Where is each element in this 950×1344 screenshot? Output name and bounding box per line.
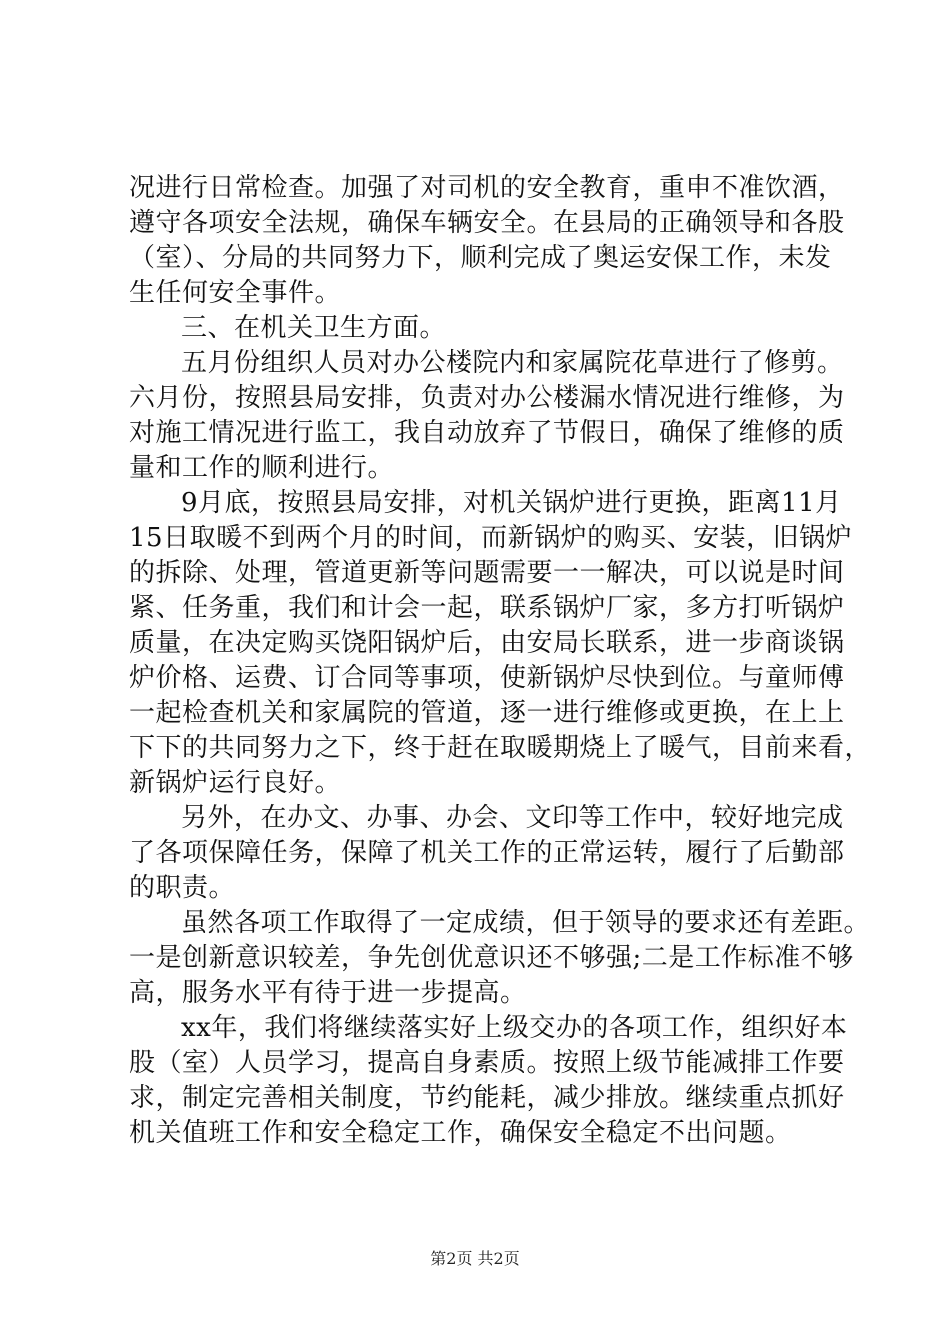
text-line: 六月份，按照县局安排，负责对办公楼漏水情况进行维修，为	[129, 383, 845, 413]
text-line: 高，服务水平有待于进一步提高。	[129, 978, 527, 1008]
text-line: 求，制定完善相关制度，节约能耗，减少排放。继续重点抓好	[129, 1083, 845, 1113]
text-line: 一是创新意识较差，争先创优意识还不够强;二是工作标准不够	[129, 943, 854, 973]
text-line: 15日取暖不到两个月的时间，而新锅炉的购买、安装，旧锅炉	[129, 523, 853, 553]
text-line: 虽然各项工作取得了一定成绩，但于领导的要求还有差距。	[181, 908, 871, 938]
text-line: 9月底，按照县局安排，对机关锅炉进行更换，距离11月	[181, 488, 842, 518]
text-line: （室）、分局的共同努力下，顺利完成了奥运安保工作，未发	[129, 243, 832, 273]
text-line: 遵守各项安全法规，确保车辆安全。在县局的正确领导和各股	[129, 208, 845, 238]
body-text	[129, 171, 872, 1151]
text-line: 了各项保障任务，保障了机关工作的正常运转，履行了后勤部	[129, 838, 845, 868]
text-line: 另外，在办文、办事、办会、文印等工作中，较好地完成	[181, 803, 844, 833]
text-line: 五月份组织人员对办公楼院内和家属院花草进行了修剪。	[181, 348, 844, 378]
text-line: 股（室）人员学习，提高自身素质。按照上级节能减排工作要	[129, 1048, 845, 1078]
text-line: 新锅炉运行良好。	[129, 768, 342, 798]
text-line: 下下的共同努力之下，终于赶在取暖期烧上了暖气，目前来看，	[129, 733, 872, 763]
text-line: 生任何安全事件。	[129, 278, 342, 308]
text-line: 况进行日常检查。加强了对司机的安全教育，重申不准饮酒，	[129, 173, 845, 203]
text-line: 紧、任务重，我们和计会一起，联系锅炉厂家，多方打听锅炉	[129, 593, 845, 623]
text-line: 一起检查机关和家属院的管道，逐一进行维修或更换，在上上	[129, 698, 845, 728]
text-line: 的拆除、处理，管道更新等问题需要一一解决，可以说是时间	[129, 558, 845, 588]
text-line: xx年，我们将继续落实好上级交办的各项工作，组织好本	[181, 1013, 848, 1043]
page-number-footer: 第2页 共2页	[430, 1249, 520, 1268]
text-line: 的职责。	[129, 873, 236, 903]
text-line: 对施工情况进行监工，我自动放弃了节假日，确保了维修的质	[129, 418, 845, 448]
text-line: 质量，在决定购买饶阳锅炉后，由安局长联系，进一步商谈锅	[129, 628, 845, 658]
text-line: 机关值班工作和安全稳定工作，确保安全稳定不出问题。	[129, 1118, 792, 1148]
section-heading: 三、在机关卫生方面。	[181, 313, 447, 343]
text-line: 炉价格、运费、订合同等事项，使新锅炉尽快到位。与童师傅	[129, 663, 845, 693]
text-line: 量和工作的顺利进行。	[129, 453, 395, 483]
